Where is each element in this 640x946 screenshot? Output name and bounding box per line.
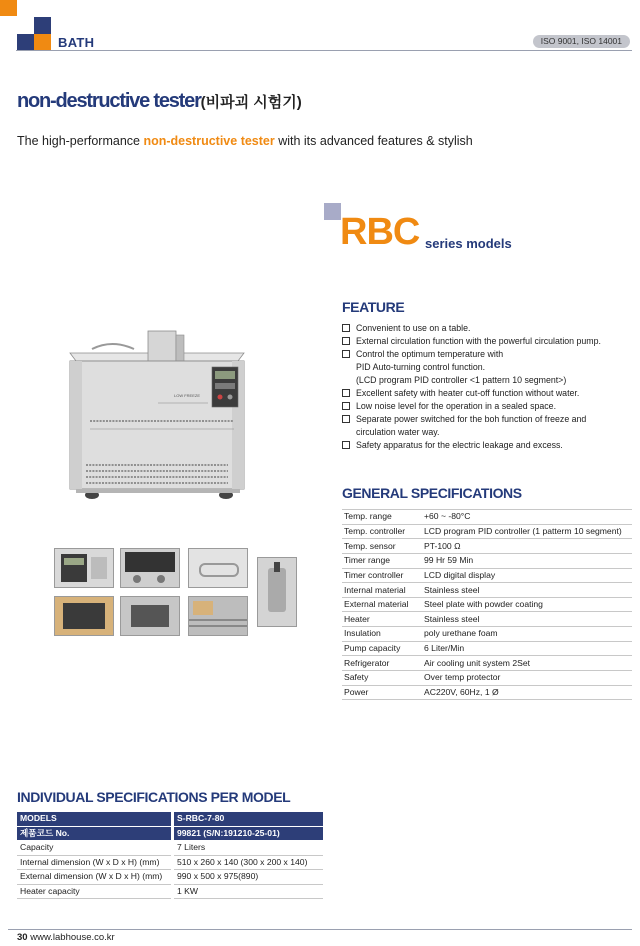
feature-item-text: Excellent safety with heater cut-off function without water. [356,388,580,398]
thumbnail-handle [188,548,248,588]
subtitle-before: The high-performance [17,134,144,148]
thumbnail-chamber [120,596,180,636]
spec-row [342,685,632,700]
model-spec-label: Heater capacity [17,884,173,899]
model-spec-value: 990 x 500 x 975(890) [173,870,324,885]
spec-label: Pump capacity [342,641,422,656]
feature-item [342,335,637,348]
feature-item-text: (LCD program PID controller <1 pattern 10 segment>) [356,375,567,385]
spec-value: PT-100 Ω [422,539,632,554]
spec-value: 6 Liter/Min [422,641,632,656]
spec-row [342,641,632,656]
model-spec-row [17,841,323,856]
feature-item-text: Control the optimum temperature with [356,349,504,359]
header-divider [16,50,632,51]
footer [17,932,115,943]
footer-url: www.labhouse.co.kr [30,932,115,943]
spec-label: Timer controller [342,568,422,583]
model-accent-square [324,203,341,220]
model-header-row [17,826,323,841]
general-specs-title: GENERAL SPECIFICATIONS [342,485,522,501]
spec-row [342,583,632,598]
spec-value: poly urethane foam [422,627,632,642]
feature-item [342,413,637,439]
logo-square-navy-left [17,34,34,51]
model-spec-label: 제품코드 No. [17,826,173,841]
thumbnail-vent [188,596,248,636]
spec-row [342,553,632,568]
model-spec-row [17,884,323,899]
checkbox-icon [342,402,350,410]
feature-item-text: Convenient to use on a table. [356,323,471,333]
checkbox-icon [342,415,350,423]
spec-label: External material [342,597,422,612]
model-spec-label: Capacity [17,841,173,856]
checkbox-icon [342,324,350,332]
logo-square-orange-bottom [34,34,51,51]
checkbox-icon [342,337,350,345]
logo-square-navy-top [34,17,51,34]
spec-value: LCD digital display [422,568,632,583]
logo-square-orange-top [0,0,17,16]
model-spec-value: 510 x 260 x 140 (300 x 200 x 140) [173,855,324,870]
page-title-main: non-destructive tester [17,90,201,112]
feature-item-text: circulation water way. [356,427,440,437]
spec-label: Internal material [342,583,422,598]
model-spec-value: 7 Liters [173,841,324,856]
checkbox-icon [342,441,350,449]
model-spec-value: S-RBC-7-80 [173,812,324,826]
thumbnail-pump [257,557,297,627]
feature-item-text: Low noise level for the operation in a sealed space. [356,401,557,411]
model-spec-label: External dimension (W x D x H) (mm) [17,870,173,885]
checkbox-icon [342,350,350,358]
model-spec-row [17,870,323,885]
model-name: RBC [340,211,420,253]
spec-row [342,539,632,554]
product-image [62,325,252,505]
section-label: BATH [58,35,95,50]
spec-row [342,612,632,627]
spec-row [342,597,632,612]
thumbnail-controller [120,548,180,588]
checkbox-icon [342,389,350,397]
spec-row [342,524,632,539]
page-subtitle [17,134,473,148]
general-specs-table [342,509,632,700]
spec-label: Power [342,685,422,700]
spec-label: Temp. controller [342,524,422,539]
spec-label: Heater [342,612,422,627]
spec-label: Refrigerator [342,656,422,671]
thumbnail-panel-display [54,548,114,588]
thumbnail-bath-interior [54,596,114,636]
spec-value: Stainless steel [422,583,632,598]
product-panel-label: LOW FREEZE [174,393,201,398]
spec-value: Stainless steel [422,612,632,627]
feature-item [342,400,637,413]
spec-value: LCD program PID controller (1 patterm 10 segment) [422,524,632,539]
spec-row [342,656,632,671]
subtitle-after: with its advanced features & stylish [274,134,473,148]
model-spec-value: 99821 (S/N:191210-25-01) [173,826,324,841]
feature-item [342,387,637,400]
individual-specs-table [17,812,323,899]
spec-label: Safety [342,671,422,686]
individual-specs-title: INDIVIDUAL SPECIFICATIONS PER MODEL [17,789,291,805]
model-spec-value: 1 KW [173,884,324,899]
page-number: 30 [17,932,28,943]
spec-value: +60 ~ -80°C [422,510,632,525]
spec-value: AC220V, 60Hz, 1 Ø [422,685,632,700]
feature-title: FEATURE [342,299,405,315]
spec-value: 99 Hr 59 Min [422,553,632,568]
model-spec-label: Internal dimension (W x D x H) (mm) [17,855,173,870]
page-title-korean: (비파괴 시험기) [200,94,302,111]
spec-label: Temp. sensor [342,539,422,554]
feature-item [342,348,637,387]
model-series-label: series models [425,236,512,251]
feature-item-text: External circulation function with the powerful circulation pump. [356,336,601,346]
spec-value: Steel plate with powder coating [422,597,632,612]
spec-row [342,568,632,583]
subtitle-highlight: non-destructive tester [143,134,275,148]
feature-item [342,439,637,452]
model-spec-row [17,855,323,870]
iso-badge: ISO 9001, ISO 14001 [533,35,630,48]
spec-label: Temp. range [342,510,422,525]
footer-divider [8,929,632,930]
page-title [17,90,302,113]
feature-item [342,322,637,335]
spec-label: Insulation [342,627,422,642]
model-header-row [17,812,323,826]
model-spec-label: MODELS [17,812,173,826]
spec-label: Timer range [342,553,422,568]
spec-value: Over temp protector [422,671,632,686]
spec-value: Air cooling unit system 2Set [422,656,632,671]
spec-row [342,671,632,686]
spec-row [342,627,632,642]
feature-item-text: PID Auto-turning control function. [356,362,486,372]
feature-list [342,322,637,452]
feature-item-text: Safety apparatus for the electric leakage and excess. [356,440,563,450]
feature-item-text: Separate power switched for the boh function of freeze and [356,414,587,424]
spec-row [342,510,632,525]
